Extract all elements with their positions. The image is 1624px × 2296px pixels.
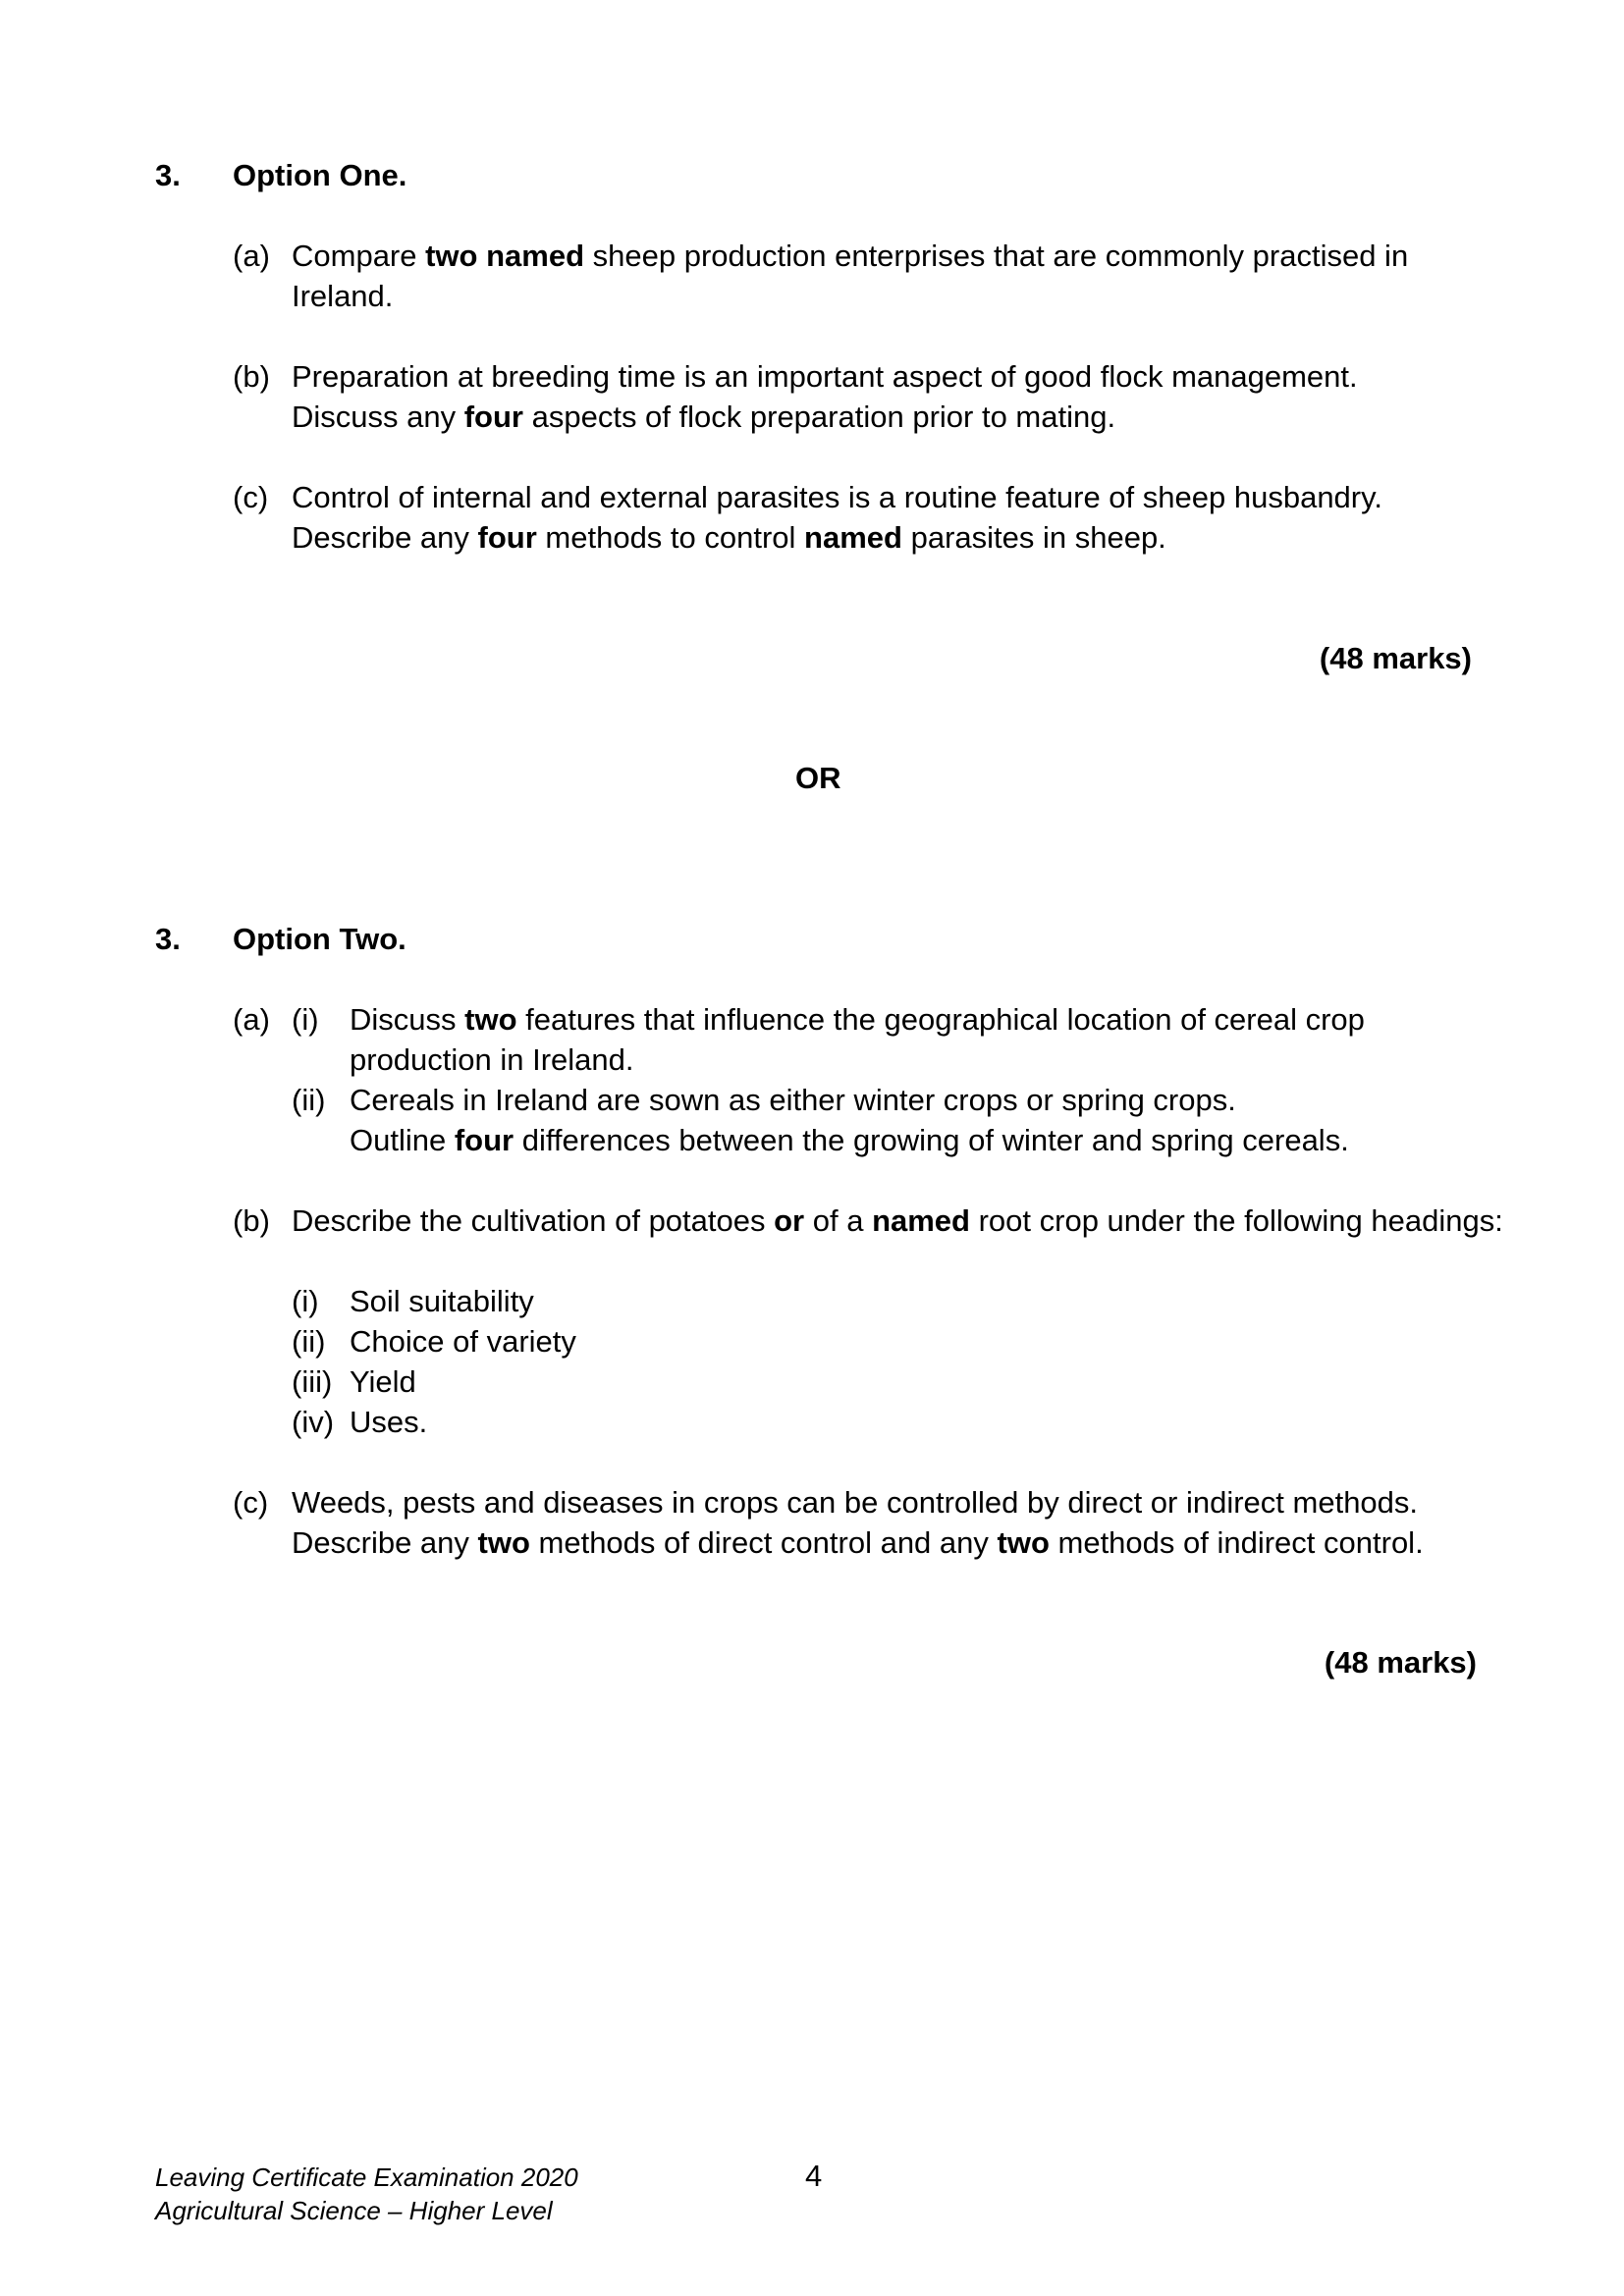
part-b-label: (b) (233, 1203, 270, 1238)
heading-item: Soil suitability (350, 1284, 534, 1318)
part-a-label: (a) (233, 239, 270, 273)
sub-part-i-line-2: production in Ireland. (350, 1042, 634, 1077)
heading-label: (i) (292, 1284, 319, 1318)
page-number: 4 (805, 2159, 823, 2193)
part-c-label: (c) (233, 1485, 269, 1520)
option-two-title: Option Two. (233, 922, 406, 956)
option-one-title: Option One. (233, 158, 407, 192)
sub-part-i-line-1: Discuss two features that influence the geographical location of cereal crop (350, 1002, 1365, 1037)
heading-item: Choice of variety (350, 1324, 576, 1359)
marks-option-one: (48 marks) (1319, 641, 1472, 675)
or-divider: OR (795, 761, 841, 795)
heading-label: (iii) (292, 1364, 333, 1399)
part-a-line-1: Compare two named sheep production enterprises that are commonly practised in (292, 239, 1409, 273)
part-c-line-2: Describe any four methods to control named parasites in sheep. (292, 520, 1166, 555)
sub-part-ii-line-2: Outline four differences between the growing of winter and spring cereals. (350, 1123, 1349, 1157)
part-b-line-2: Discuss any four aspects of flock preparation prior to mating. (292, 400, 1116, 434)
sub-part-ii-label: (ii) (292, 1083, 326, 1117)
part-c-line-1: Weeds, pests and diseases in crops can be controlled by direct or indirect methods. (292, 1485, 1419, 1520)
part-a-label: (a) (233, 1002, 270, 1037)
part-b-line-1: Describe the cultivation of potatoes or of a named root crop under the following headings: (292, 1203, 1503, 1238)
marks-option-two: (48 marks) (1324, 1645, 1477, 1680)
sub-part-ii-line-1: Cereals in Ireland are sown as either winter crops or spring crops. (350, 1083, 1236, 1117)
heading-item: Uses. (350, 1405, 428, 1439)
heading-label: (ii) (292, 1324, 326, 1359)
part-c-label: (c) (233, 480, 269, 514)
part-b-line-1: Preparation at breeding time is an important aspect of good flock management. (292, 359, 1358, 394)
part-c-line-1: Control of internal and external parasites is a routine feature of sheep husbandry. (292, 480, 1382, 514)
part-b-label: (b) (233, 359, 270, 394)
question-number: 3. (155, 922, 181, 956)
part-a-line-2: Ireland. (292, 279, 394, 313)
sub-part-i-label: (i) (292, 1002, 319, 1037)
part-c-line-2: Describe any two methods of direct control and any two methods of indirect control. (292, 1525, 1424, 1560)
footer-subject-level: Agricultural Science – Higher Level (155, 2196, 553, 2225)
heading-item: Yield (350, 1364, 416, 1399)
footer-exam-title: Leaving Certificate Examination 2020 (155, 2163, 578, 2192)
heading-label: (iv) (292, 1405, 335, 1439)
question-number: 3. (155, 158, 181, 192)
